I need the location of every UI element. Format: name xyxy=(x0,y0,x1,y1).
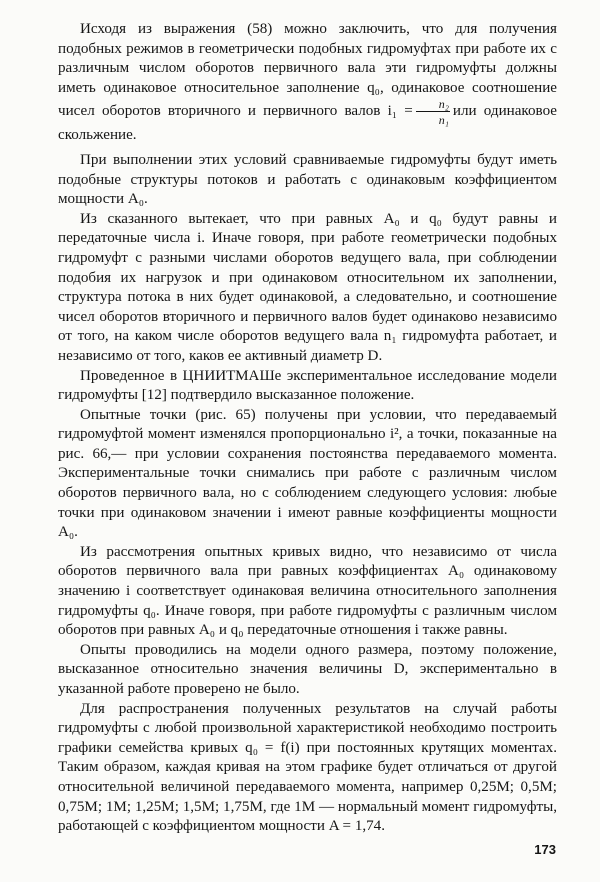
paragraph-2: При выполнении этих условий сравниваемые гидромуфты будут иметь подобные структуры потоков и работать с одинаковым коэффициентом мощности A₀. xyxy=(58,151,557,208)
paragraph-1-text: Исходя из выражения (58) можно заключить, что для получения подобных режимов в геометрически подобных гидромуфтах при работе их с различным числом оборотов первичного вала эти гидромуфты должны иметь одинаковое относительное заполнение q₀, одинаковое соотношение чисел оборотов вторичного и первичного валов i₁ = xyxy=(58,21,557,120)
page-number: 173 xyxy=(534,842,556,857)
fraction-numerator: n₂ xyxy=(416,98,450,112)
paragraph-7: Опыты проводились на модели одного размера, поэтому положение, высказанное относительно значения величины D, экспериментально в указанной работе проверено не было. xyxy=(58,641,557,697)
paragraph-5: Опытные точки (рис. 65) получены при условии, что передаваемый гидромуфтой момент изменялся пропорционально i², а точки, показанные на рис. 66,— при условии сохранения постоянства передаваемого момента. Экспериментальные точки снимались при работе с различным числом оборотов первичного вала, но с соблюдением следующего условия: любые точки при одинаковом значении i имеют равные коэффициенты мощности A₀. xyxy=(58,406,557,541)
paragraph-1-tail: или одинаковое скольжение. xyxy=(58,103,557,144)
paragraph-8: Для распространения полученных результатов на случай работы гидромуфты с любой произвольной характеристикой необходимо построить графики семейства кривых q₀ = f(i) при постоянных крутящих моментах. Таким образом, каждая кривая на этом графике будет отличаться от другой относительной величиной передаваемого момента, например 0,25M; 0,5M; 0,75M; 1M; 1,25M; 1,5M; 1,75M, где 1M — нормальный момент гидромуфты, работающей с коэффициентом мощности A = 1,74. xyxy=(58,700,557,835)
paragraph-3: Из сказанного вытекает, что при равных A₀ и q₀ будут равны и передаточные числа i. Иначе говоря, при работе геометрически подобных гидромуфт с разными числами оборотов ведущего вала, при соблюдении подобия их нагрузок и при одинаковом относительном их заполнении, структура потока в них будет одинаковой, а следовательно, и соотношение чисел оборотов вторичного и первичного валов будет одинаково независимо от того, на каком числе оборотов ведущего вала n₁ гидромуфта работает, и независимо от того, каков ее активный диаметр D. xyxy=(58,210,557,364)
paragraph-1 xyxy=(58,20,557,146)
fraction-denominator: n₁ xyxy=(438,113,449,128)
paragraph-6: Из рассмотрения опытных кривых видно, что независимо от числа оборотов первичного вала при равных коэффициентах A₀ одинаковому значению i соответствует одинаковая величина относительного заполнения гидромуфты q₀. Иначе говоря, при работе гидромуфты с различным числом оборотов при равных A₀ и q₀ передаточные отношения i также равны. xyxy=(58,543,557,639)
ratio-fraction xyxy=(416,98,450,126)
body-text xyxy=(58,20,557,837)
paragraph-4: Проведенное в ЦНИИТМАШе экспериментальное исследование модели гидромуфты [12] подтвердило высказанное положение. xyxy=(58,367,557,404)
